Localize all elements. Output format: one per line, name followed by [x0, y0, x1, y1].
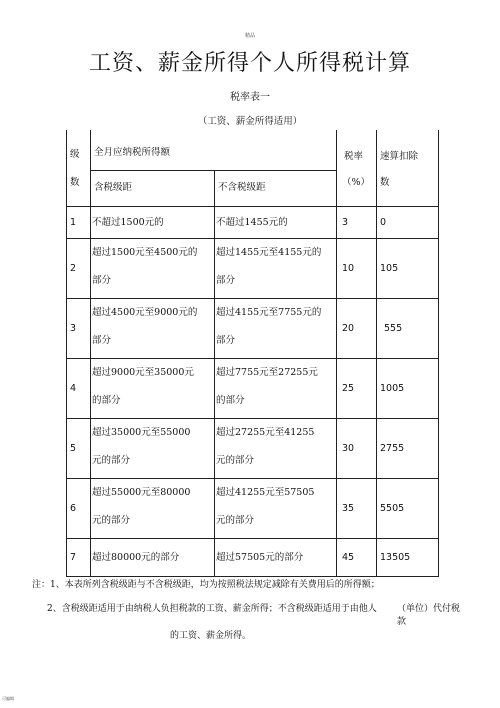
row-excl-range: 元的部分	[216, 455, 255, 466]
row-deduction: 5505	[380, 503, 405, 514]
note-2	[47, 601, 467, 627]
header-deduction: 速算扣除	[380, 151, 419, 162]
row-excl-range: 元的部分	[216, 515, 255, 526]
table-divider	[66, 538, 438, 539]
row-level: 5	[70, 443, 77, 454]
row-excl-range: 超过4155元至7755元的	[216, 307, 322, 318]
tax-rate-table	[66, 130, 438, 577]
table-divider	[66, 478, 438, 479]
row-incl-range: 超过4500元至9000元的	[92, 307, 198, 318]
row-incl-range: 超过35000元至55000	[92, 427, 191, 438]
table-divider	[66, 358, 438, 359]
row-incl-range: 部分	[92, 335, 112, 346]
row-excl-range: 部分	[216, 335, 236, 346]
table-divider	[90, 130, 91, 577]
row-level: 6	[70, 503, 77, 514]
table-divider	[66, 418, 438, 419]
header-excl-tax: 不含税级距	[218, 182, 266, 193]
row-rate: 10	[342, 263, 355, 274]
row-excl-range: 超过7755元至27255元	[216, 367, 318, 378]
row-excl-range: 不超过1455元的	[216, 217, 288, 228]
header-monthly-income: 全月应纳税所得额	[94, 147, 171, 158]
table-divider	[336, 130, 337, 577]
row-incl-range: 超过55000元至80000	[92, 487, 191, 498]
row-level: 7	[70, 552, 77, 563]
table-subtitle: 税率表一	[230, 92, 270, 103]
note-2-text: 2、含税级距适用于由纳税人负担税款的工资、薪金所得；不含税级距适用于由他人	[47, 604, 377, 614]
row-level: 2	[70, 263, 77, 274]
row-deduction: 555	[384, 323, 403, 334]
row-excl-range: 超过1455元至4155元的	[216, 247, 322, 258]
header-rate: （%）	[342, 177, 371, 188]
row-rate: 35	[342, 503, 355, 514]
row-deduction: 105	[380, 263, 399, 274]
table-divider	[66, 206, 438, 207]
header-level: 级	[70, 149, 80, 160]
footer-mark: 可编辑	[2, 696, 14, 701]
row-rate: 20	[342, 323, 355, 334]
row-rate: 25	[342, 383, 355, 394]
row-excl-range: 的部分	[216, 395, 245, 406]
row-rate: 45	[342, 552, 355, 563]
row-incl-range: 的部分	[92, 395, 121, 406]
header-level: 数	[70, 177, 80, 188]
table-divider	[66, 238, 438, 239]
table-border-right	[438, 130, 439, 577]
row-level: 3	[70, 323, 77, 334]
row-incl-range: 元的部分	[92, 515, 131, 526]
row-deduction: 13505	[380, 552, 411, 563]
row-deduction: 2755	[380, 443, 405, 454]
table-caption: （工资、薪金所得适用）	[197, 116, 303, 127]
note-2-text: （单位）代付税款	[397, 604, 461, 627]
table-divider	[376, 130, 377, 577]
table-divider	[214, 170, 215, 577]
row-excl-range: 超过27255元至41255	[216, 427, 315, 438]
row-deduction: 1005	[380, 383, 405, 394]
row-level: 4	[70, 383, 77, 394]
header-deduction: 数	[380, 177, 390, 188]
row-deduction: 0	[380, 217, 387, 228]
header-incl-tax: 含税级距	[94, 182, 133, 193]
note-3: 的工资、薪金所得。	[170, 631, 252, 641]
document-title: 工资、薪金所得个人所得税计算	[88, 51, 411, 76]
row-excl-range: 部分	[216, 275, 236, 286]
row-incl-range: 超过9000元至35000元	[92, 367, 194, 378]
row-incl-range: 超过1500元至4500元的	[92, 247, 198, 258]
row-rate: 30	[342, 443, 355, 454]
row-rate: 3	[342, 217, 349, 228]
table-divider	[90, 170, 336, 171]
table-divider	[66, 298, 438, 299]
row-incl-range: 不超过1500元的	[92, 217, 164, 228]
row-incl-range: 超过80000元的部分	[92, 552, 180, 563]
note-1: 注：1、本表所列含税级距与不含税级距，均为按照税法规定减除有关费用后的所得额；	[32, 580, 380, 590]
row-incl-range: 部分	[92, 275, 112, 286]
row-excl-range: 超过57505元的部分	[216, 552, 304, 563]
row-level: 1	[70, 217, 77, 228]
header-rate: 税率	[344, 151, 364, 162]
table-border-left	[66, 130, 67, 577]
header-mark: 精品	[244, 33, 255, 39]
row-incl-range: 元的部分	[92, 455, 131, 466]
row-excl-range: 超过41255元至57505	[216, 487, 315, 498]
